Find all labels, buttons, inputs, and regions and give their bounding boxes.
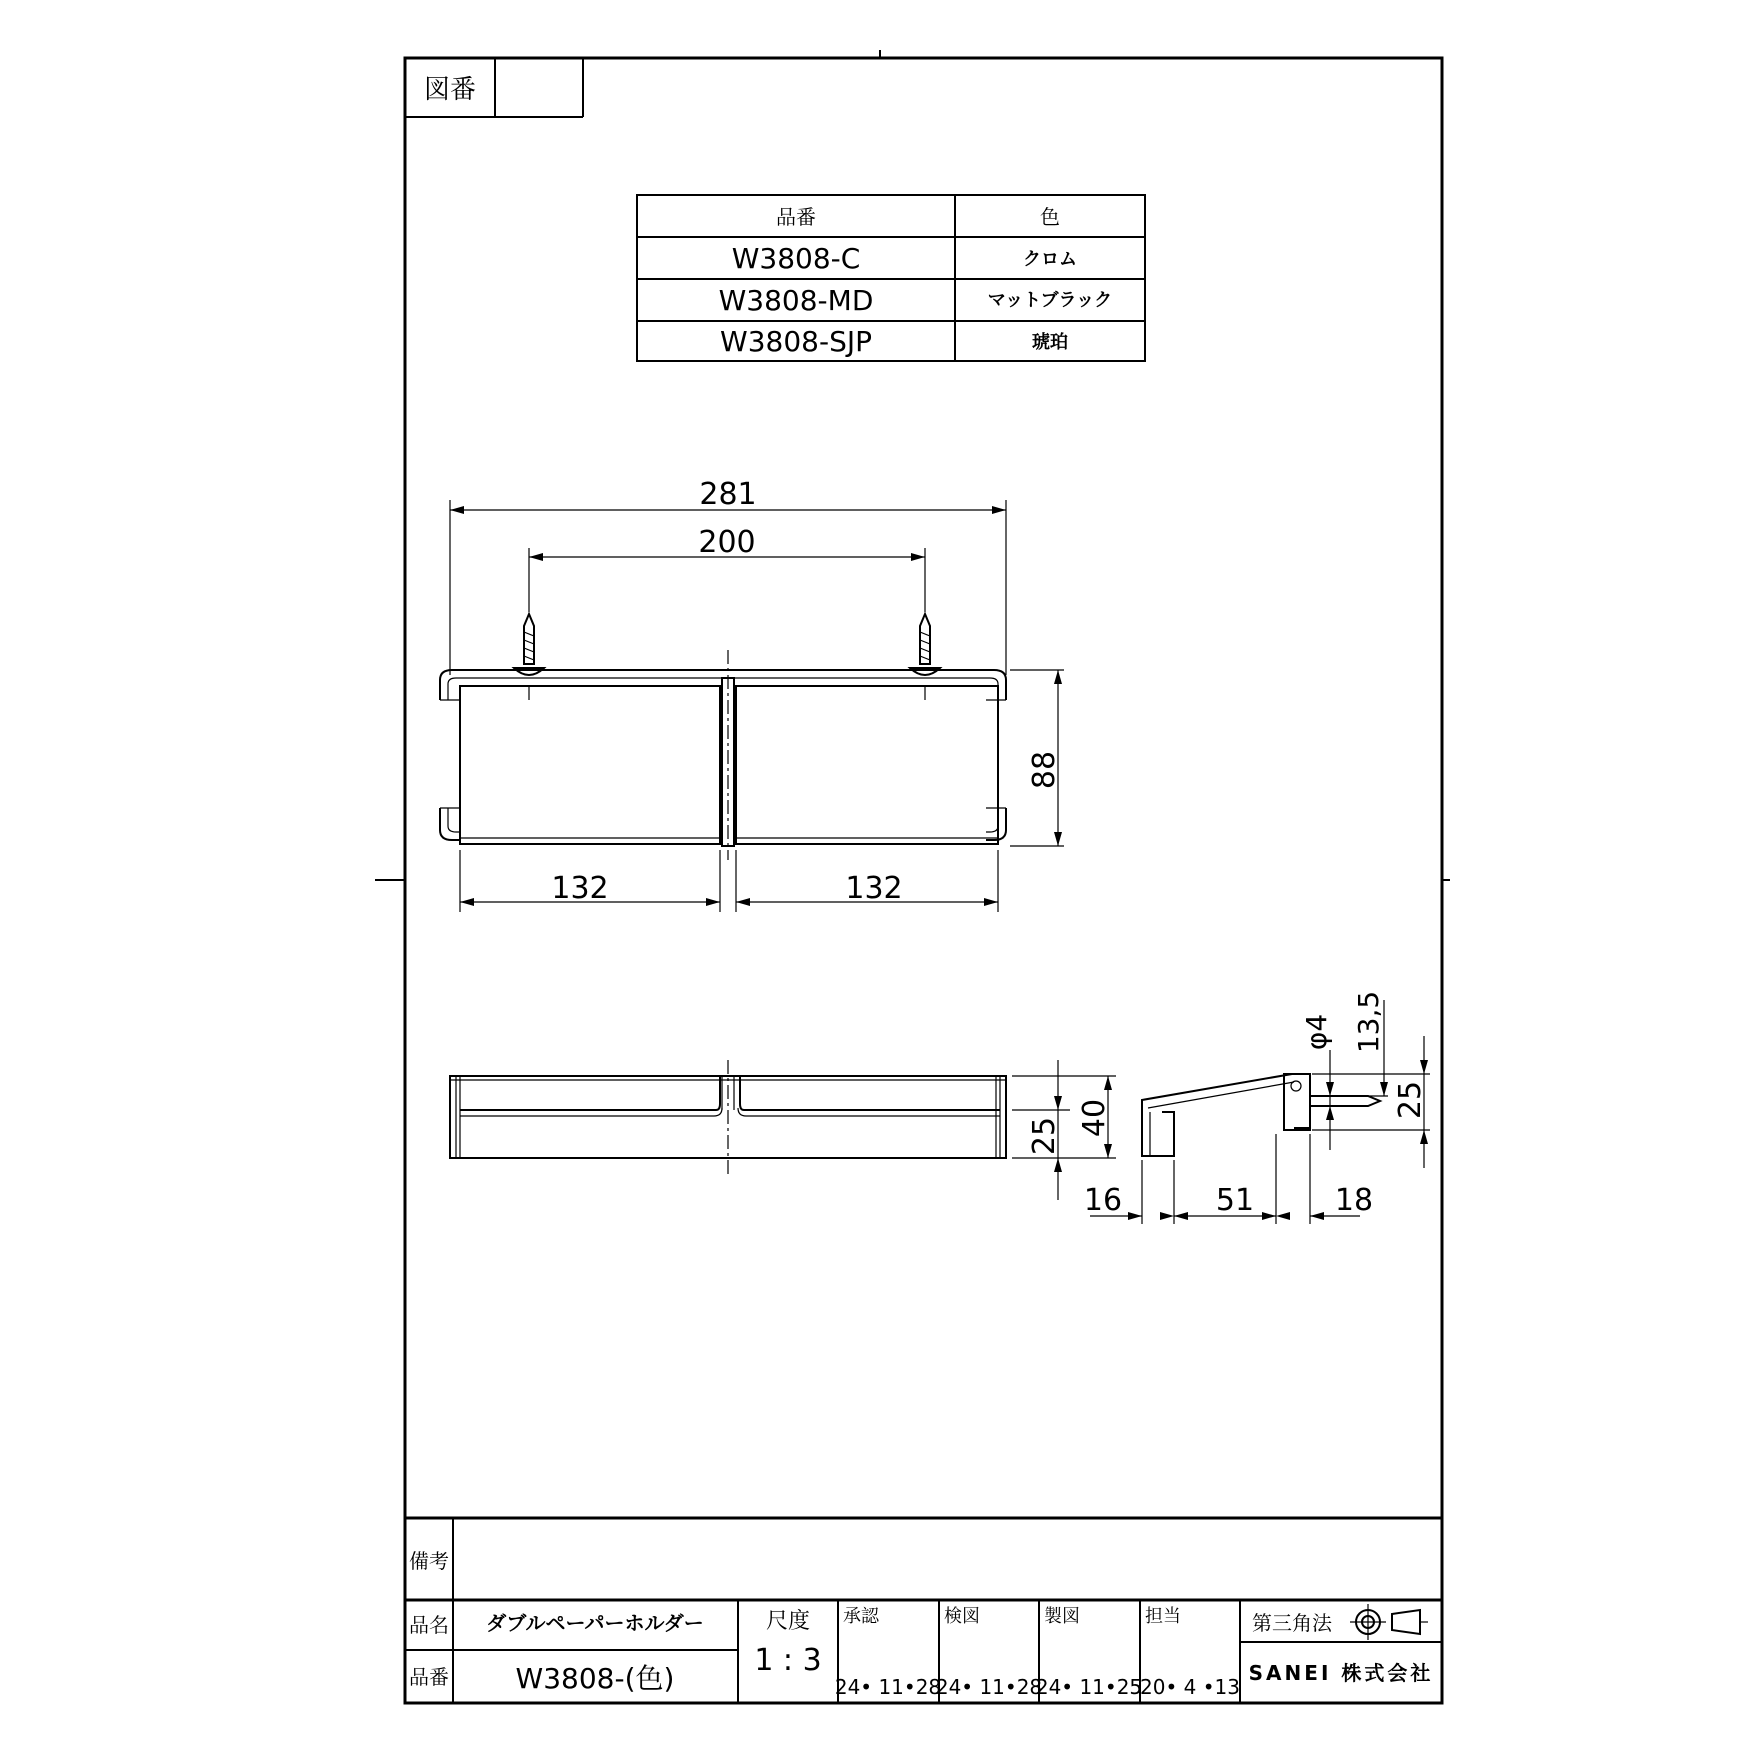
drawn-label: 製図 [1044,1606,1080,1627]
table-row-code: W3808-C [731,242,861,275]
drawing-number-label: 図番 [423,75,477,105]
dim-left-roll-width: 132 [551,871,609,906]
side-view [1084,991,1430,1224]
title-block [405,1518,1442,1703]
checked-date: 24• 11•28 [935,1675,1043,1699]
table-row-color: クロム [1023,249,1077,270]
screw-right [910,614,940,700]
variant-table [637,195,1145,361]
company-name: SANEI 株式会社 [1248,1661,1434,1685]
dim-side-d2: 51 [1215,1183,1255,1218]
third-angle-projection-icon [1350,1604,1428,1640]
front-view [440,477,1064,912]
drawing-number-box [405,58,583,117]
approved-label: 承認 [843,1606,879,1627]
charge-date: 20• 4 •13 [1140,1675,1240,1699]
dim-side-d1: 16 [1083,1183,1123,1218]
checked-label: 検図 [944,1606,980,1627]
screw-side [1310,1082,1380,1120]
table-row-code: W3808-SJP [720,325,872,358]
product-name-label: 品名 [409,1613,449,1637]
table-header-color: 色 [1040,205,1060,229]
approved-date: 24• 11•28 [834,1675,942,1699]
dim-overall-width: 281 [699,477,757,512]
dim-right-roll-width: 132 [845,871,903,906]
dim-screw-pitch: 200 [698,525,756,560]
product-number-value: W3808-(色) [515,1662,675,1695]
dim-screw-diameter: φ4 [1300,1013,1333,1051]
table-row-color: マットブラック [987,290,1113,311]
charge-label: 担当 [1145,1606,1181,1627]
dim-front-depth-large: 40 [1077,1098,1112,1138]
dim-screw-length: 13,5 [1352,990,1385,1054]
product-number-label: 品番 [409,1665,449,1689]
table-header-code: 品番 [776,205,816,229]
dim-height: 88 [1027,750,1062,790]
left-cover [460,686,720,844]
dim-side-d3: 18 [1334,1183,1374,1218]
right-cover [736,686,998,844]
table-row-color: 琥珀 [1032,332,1068,353]
dim-side-height: 25 [1393,1080,1428,1120]
scale-value: 1 : 3 [754,1643,822,1678]
table-row-code: W3808-MD [718,284,874,317]
screw-left [514,614,544,700]
scale-label: 尺度 [765,1609,811,1634]
product-name-value: ダブルペーパーホルダー [486,1611,704,1635]
projection-label: 第三角法 [1252,1611,1332,1635]
drawn-date: 24• 11•25 [1035,1675,1143,1699]
dim-front-depth-small: 25 [1027,1116,1062,1156]
top-view [450,1060,1116,1200]
remarks-label: 備考 [409,1549,449,1573]
